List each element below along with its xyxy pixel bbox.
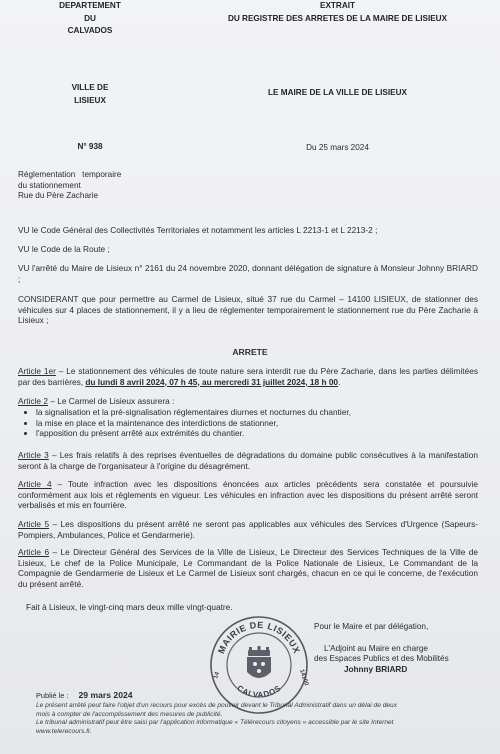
signature-line-3: des Espaces Publics et des Mobilités — [314, 654, 449, 664]
extract-subtitle: DU REGISTRE DES ARRETES DE LA MAIRE DE LISIEUX — [227, 13, 448, 23]
article-4 — [18, 479, 478, 511]
arrete-title: ARRETE — [232, 347, 268, 357]
list-item: • la signalisation et la pré-signalisation réglementaires diurnes et nocturnes du chantier, — [36, 407, 351, 418]
extract-title: EXTRAIT — [319, 1, 356, 10]
publication-line — [36, 690, 133, 701]
vu-arrete-delegation: VU l'arrêté du Maire de Lisieux n° 2161 du 24 novembre 2020, donnant délégation de signature à Monsieur Johnny BRIARD ; — [18, 263, 478, 284]
article-3-text: – Les frais relatifs à des reprises éventuelles de dégradations du domaine public consécutives à la manifestation seront à la charge de l'organisateur à l'origine du désagrément. — [18, 450, 478, 471]
seal-top-text: MAIRIE DE LISIEUX — [216, 619, 302, 656]
closing-line: Fait à Lisieux, le vingt-cinq mars deux mille vingt-quatre. — [26, 602, 233, 612]
seal-bottom-text: CALVADOS — [235, 683, 283, 700]
subject-line-1: Réglementation temporaire — [18, 170, 122, 179]
vu-code-route: VU le Code de la Route ; — [18, 244, 110, 254]
article-5-label: Article 5 — [18, 519, 50, 529]
decree-number: N° 938 — [77, 142, 103, 151]
article-3 — [18, 450, 478, 471]
article-1-label: Article 1er — [18, 366, 56, 376]
seal-right-number: 14100 — [298, 668, 309, 687]
department-line-3: CALVADOS — [67, 26, 113, 36]
signature-block — [314, 622, 494, 676]
coat-of-arms-icon — [247, 646, 271, 678]
department-line-2: DU — [84, 13, 96, 23]
department-line-1: DEPARTEMENT — [59, 1, 121, 10]
considerant-paragraph: CONSIDERANT que pour permettre au Carmel de Lisieux, situé 37 rue du Carmel – 14100 LISIEUX, de stationner des véhicules sur 4 places de stationnement, il y a lieu de réglementer temporairement le stationnement rue du Père Zacharie à Lisieux ; — [18, 294, 478, 326]
article-3-label: Article 3 — [18, 450, 49, 460]
mayor-title: LE MAIRE DE LA VILLE DE LISIEUX — [268, 88, 407, 97]
article-2-text: – Le Carmel de Lisieux assurera : — [47, 396, 175, 406]
department-block — [20, 0, 160, 38]
article-5 — [18, 519, 478, 540]
publication-date: 29 mars 2024 — [78, 690, 133, 700]
subject-block — [18, 170, 218, 202]
signature-line-1: Pour le Maire et par délégation, — [314, 622, 429, 631]
decree-date: Du 25 mars 2024 — [306, 143, 369, 152]
appeal-notice-line-2: mois à compter de l'accomplissement des mesures de publicité. — [36, 710, 223, 718]
subject-line-2: du stationnement — [18, 180, 81, 190]
article-2-list — [20, 407, 351, 439]
article-6 — [18, 547, 478, 589]
seal-left-number: 14 — [213, 671, 221, 680]
town-seal-stamp — [208, 614, 310, 716]
article-1-dates: du lundi 8 avril 2024, 07 h 45, au mercredi 31 juillet 2024, 18 h 00 — [85, 376, 339, 387]
subject-line-3: Rue du Père Zacharie — [18, 191, 99, 201]
publication-label: Publié le : — [36, 691, 69, 700]
article-6-label: Article 6 — [18, 547, 50, 557]
article-6-text: – Le Directeur Général des Services de la Ville de Lisieux, Le Directeur des Services Techniques de la Ville de Lisieux, Le chef de la Police Municipale, Le Commandant de la Police Nationale de Lisieux, Le Commandant de la Compagnie de Gendarmerie de Lisieux et Le Carmel de Lisieux sont chargés, chacun en ce qui le concerne, de l'exécution du présent arrêté. — [18, 547, 478, 589]
list-item: • la mise en place et la maintenance des interdictions de stationner, — [36, 418, 351, 429]
extract-block — [180, 0, 495, 25]
town-line-1: VILLE DE — [71, 83, 109, 92]
article-5-text: – Les dispositions du présent arrêté ne seront pas applicables aux véhicules des Services d'Urgence (Sapeurs-Pompiers, Ambulances, Police et Gendarmerie). — [18, 519, 478, 540]
appeal-notice-line-3: Le tribunal administratif peut être saisi par l'application informatique « Télérecours citoyens » accessible par le site Internet — [36, 719, 394, 727]
town-line-2: LISIEUX — [74, 95, 106, 105]
town-block — [20, 82, 160, 107]
vu-code-collectivites: VU le Code Général des Collectivités Territoriales et notamment les articles L 2213-1 et L 2213-2 ; — [18, 225, 378, 235]
appeal-notice — [36, 702, 494, 736]
appeal-notice-line-4: www.telerecours.fr. — [36, 727, 92, 735]
article-2-label: Article 2 — [18, 396, 48, 406]
article-4-text: – Toute infraction avec les dispositions énoncées aux articles précédents sera constatée et poursuivie conformément aux lois et règlements en vigueur. Les véhicules en infraction avec les dispositions du présent arrêté seront verbalisés et mis en fourrière. — [18, 479, 478, 511]
list-item: • l'apposition du présent arrêté aux extrémités du chantier. — [36, 428, 351, 439]
article-2 — [18, 396, 174, 407]
svg-text:CALVADOS — [235, 684, 282, 700]
signatory-name: Johnny BRIARD — [344, 664, 408, 674]
article-1 — [18, 366, 478, 387]
article-4-label: Article 4 — [18, 479, 52, 489]
signature-line-2: L'Adjoint au Maire en charge — [324, 643, 428, 653]
article-1-text: – Le stationnement des véhicules de toute nature sera interdit rue du Père Zacharie, dans les parties délimitées par des barrières, — [18, 366, 478, 387]
article-1-end: . — [338, 376, 341, 387]
appeal-notice-line-1: Le présent arrêté peut faire l'objet d'un recours pour excès de pouvoir devant le Tribunal Administratif dans un délai de deux — [36, 702, 397, 709]
